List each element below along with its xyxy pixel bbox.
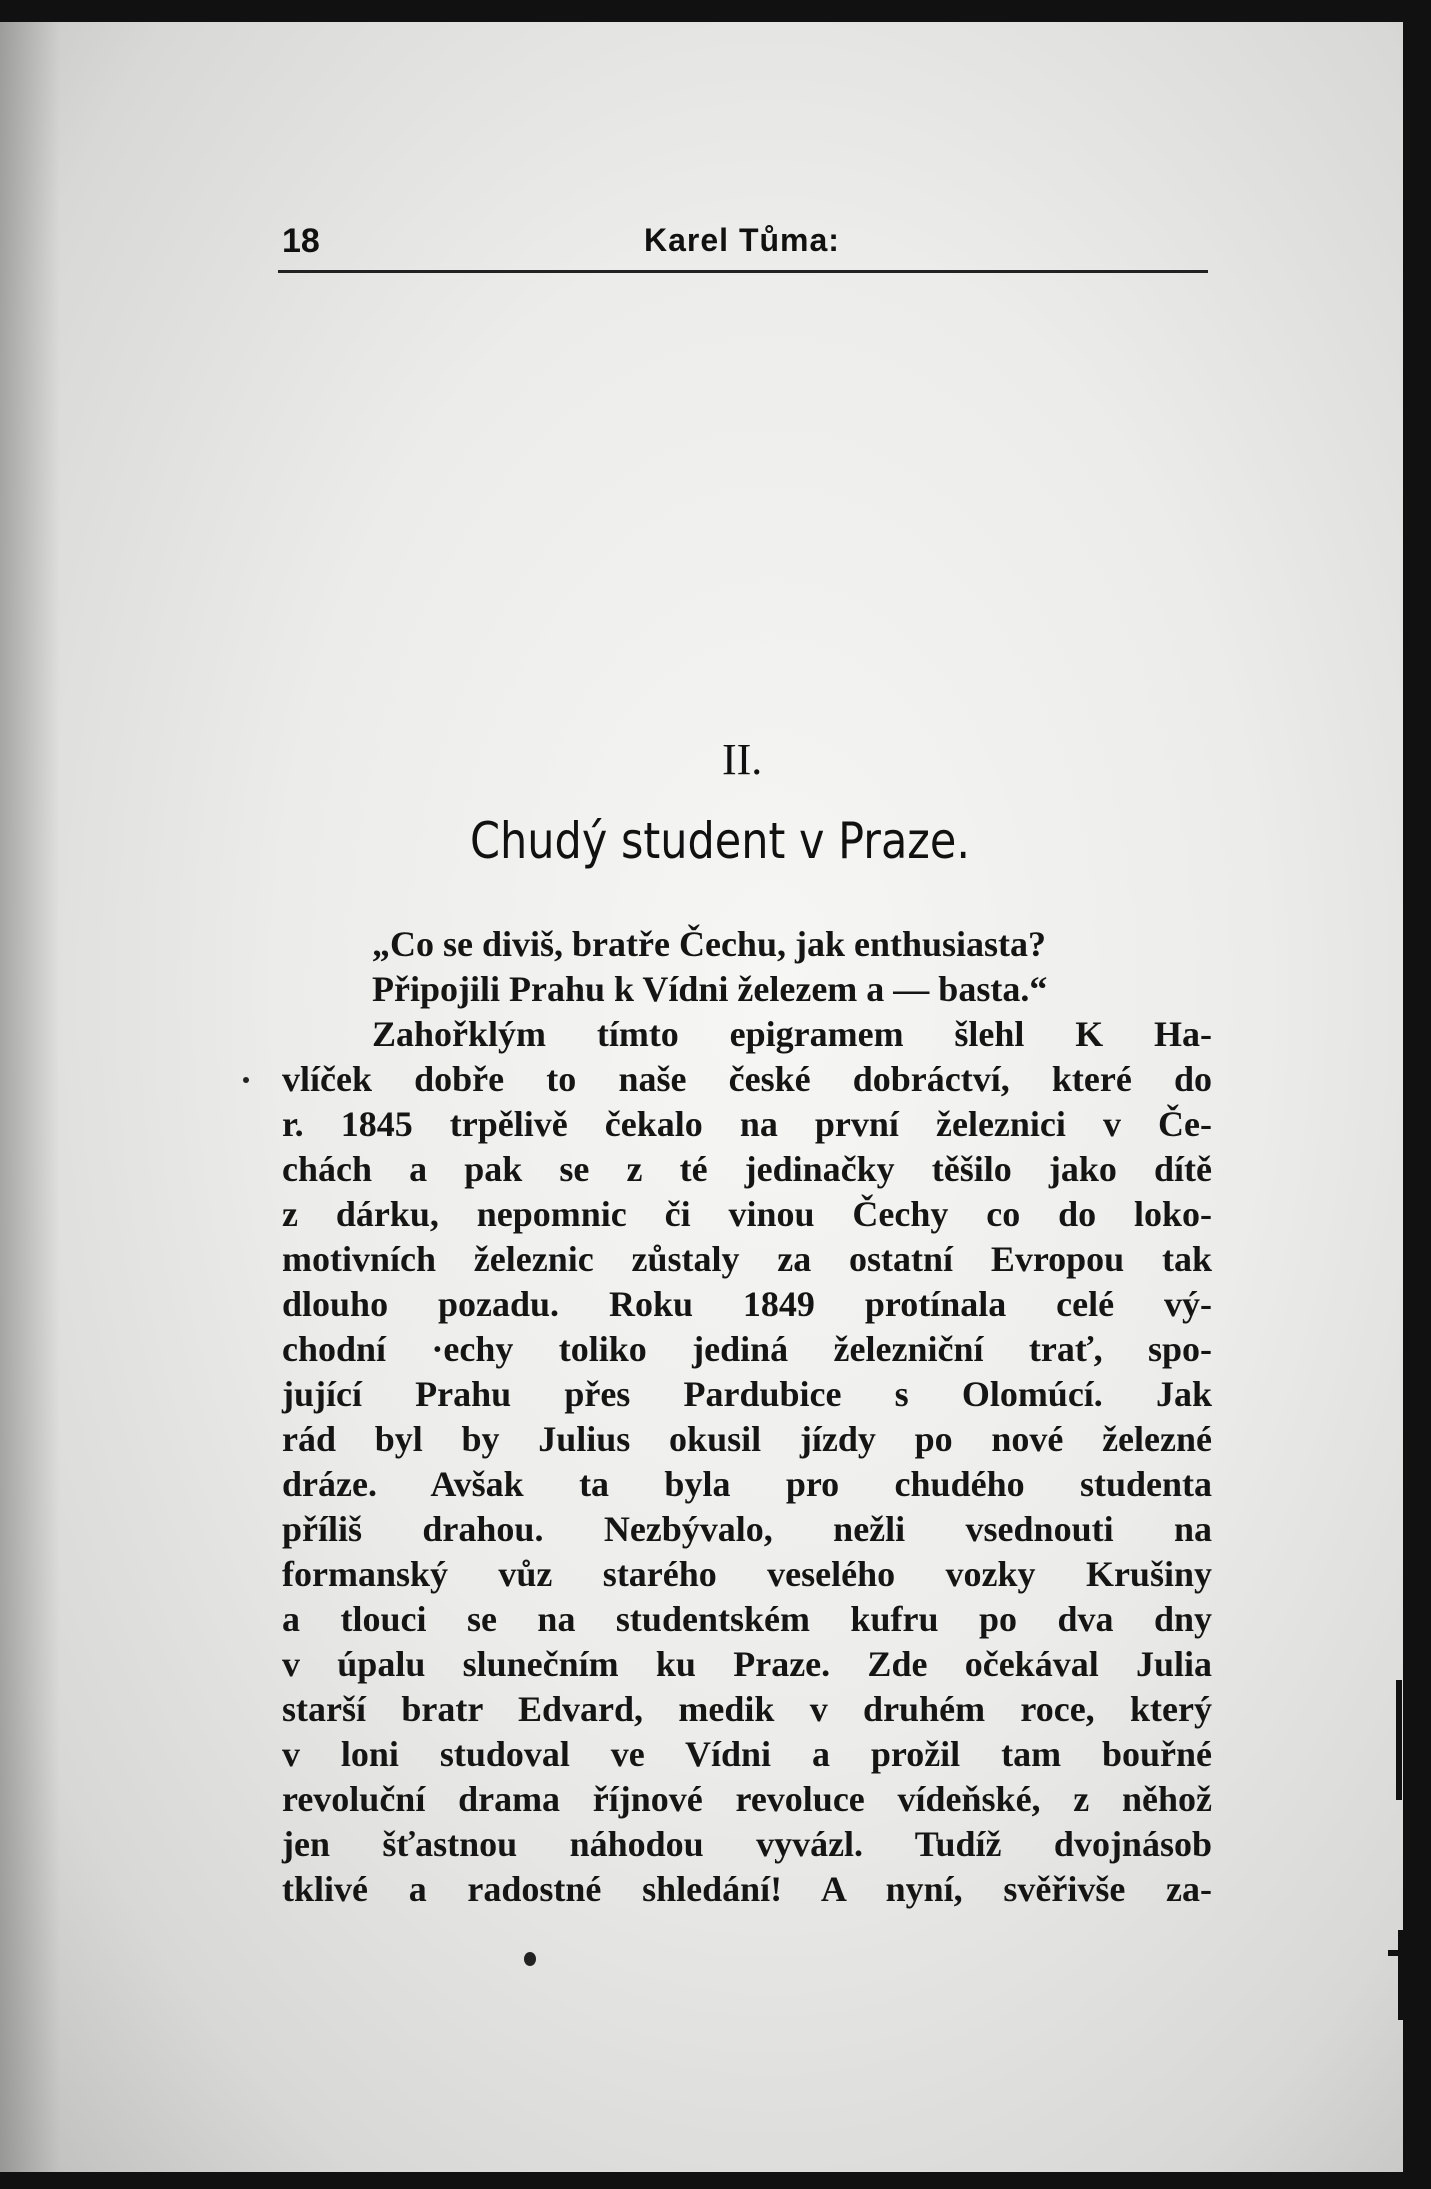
- text-line: Připojili Prahu k Vídni železem a — basta.“: [372, 969, 1048, 1009]
- text-line: vlíček dobře to naše české dobráctví, které do: [282, 1059, 1212, 1099]
- text-line: starší bratr Edvard, medik v druhém roce, který: [282, 1689, 1212, 1729]
- text-line: chách a pak se z té jedinačky těšilo jako dítě: [282, 1149, 1212, 1189]
- text-line: dlouho pozadu. Roku 1849 protínala celé vý-: [282, 1284, 1212, 1324]
- text-line: jující Prahu přes Pardubice s Olomúcí. Jak: [282, 1374, 1212, 1414]
- text-line: a tlouci se na studentském kufru po dva dny: [282, 1599, 1212, 1639]
- book-page: [0, 22, 1403, 2172]
- text-line: tklivé a radostné shledání! A nyní, svěřivše za-: [282, 1869, 1212, 1909]
- text-line: formanský vůz starého veselého vozky Krušiny: [282, 1554, 1212, 1594]
- text-line: revoluční drama říjnové revoluce vídeňské, z něhož: [282, 1779, 1212, 1819]
- scan-edge-mark: [1398, 1930, 1404, 2020]
- text-line: v úpalu slunečním ku Praze. Zde očekával Julia: [282, 1644, 1212, 1684]
- text-line: v loni studoval ve Vídni a prožil tam bouřné: [282, 1734, 1212, 1774]
- text-line: chodní ·echy toliko jediná železniční trať, spo-: [282, 1329, 1212, 1369]
- scan-edge-mark: [1388, 1950, 1414, 1956]
- text-line: Zahořklým tímto epigramem šlehl K Ha-: [372, 1014, 1212, 1054]
- text-line: jen šťastnou náhodou vyvázl. Tudíž dvojnásob: [282, 1824, 1212, 1864]
- text-line: příliš drahou. Nezbývalo, nežli vsednouti na: [282, 1509, 1212, 1549]
- running-head: Karel Tůma:: [644, 222, 840, 258]
- text-line: motivních železnic zůstaly za ostatní Evropou tak: [282, 1239, 1212, 1279]
- text-line: „Co se diviš, bratře Čechu, jak enthusiasta?: [372, 924, 1047, 964]
- ink-speck: [243, 1077, 249, 1083]
- page-header: [278, 212, 1208, 273]
- page-number: 18: [282, 222, 320, 260]
- chapter-title: Chudý student v Praze.: [470, 812, 971, 870]
- ink-speck: [524, 1952, 536, 1966]
- text-line: dráze. Avšak ta byla pro chudého studenta: [282, 1464, 1212, 1504]
- text-line: z dárku, nepomnic či vinou Čechy co do loko-: [282, 1194, 1212, 1234]
- text-line: rád byl by Julius okusil jízdy po nové železné: [282, 1419, 1212, 1459]
- chapter-number: II.: [722, 735, 763, 784]
- body-text: [282, 922, 1212, 1912]
- scan-edge-mark: [1396, 1680, 1402, 1800]
- text-line: r. 1845 trpělivě čekalo na první železnici v Če-: [282, 1104, 1212, 1144]
